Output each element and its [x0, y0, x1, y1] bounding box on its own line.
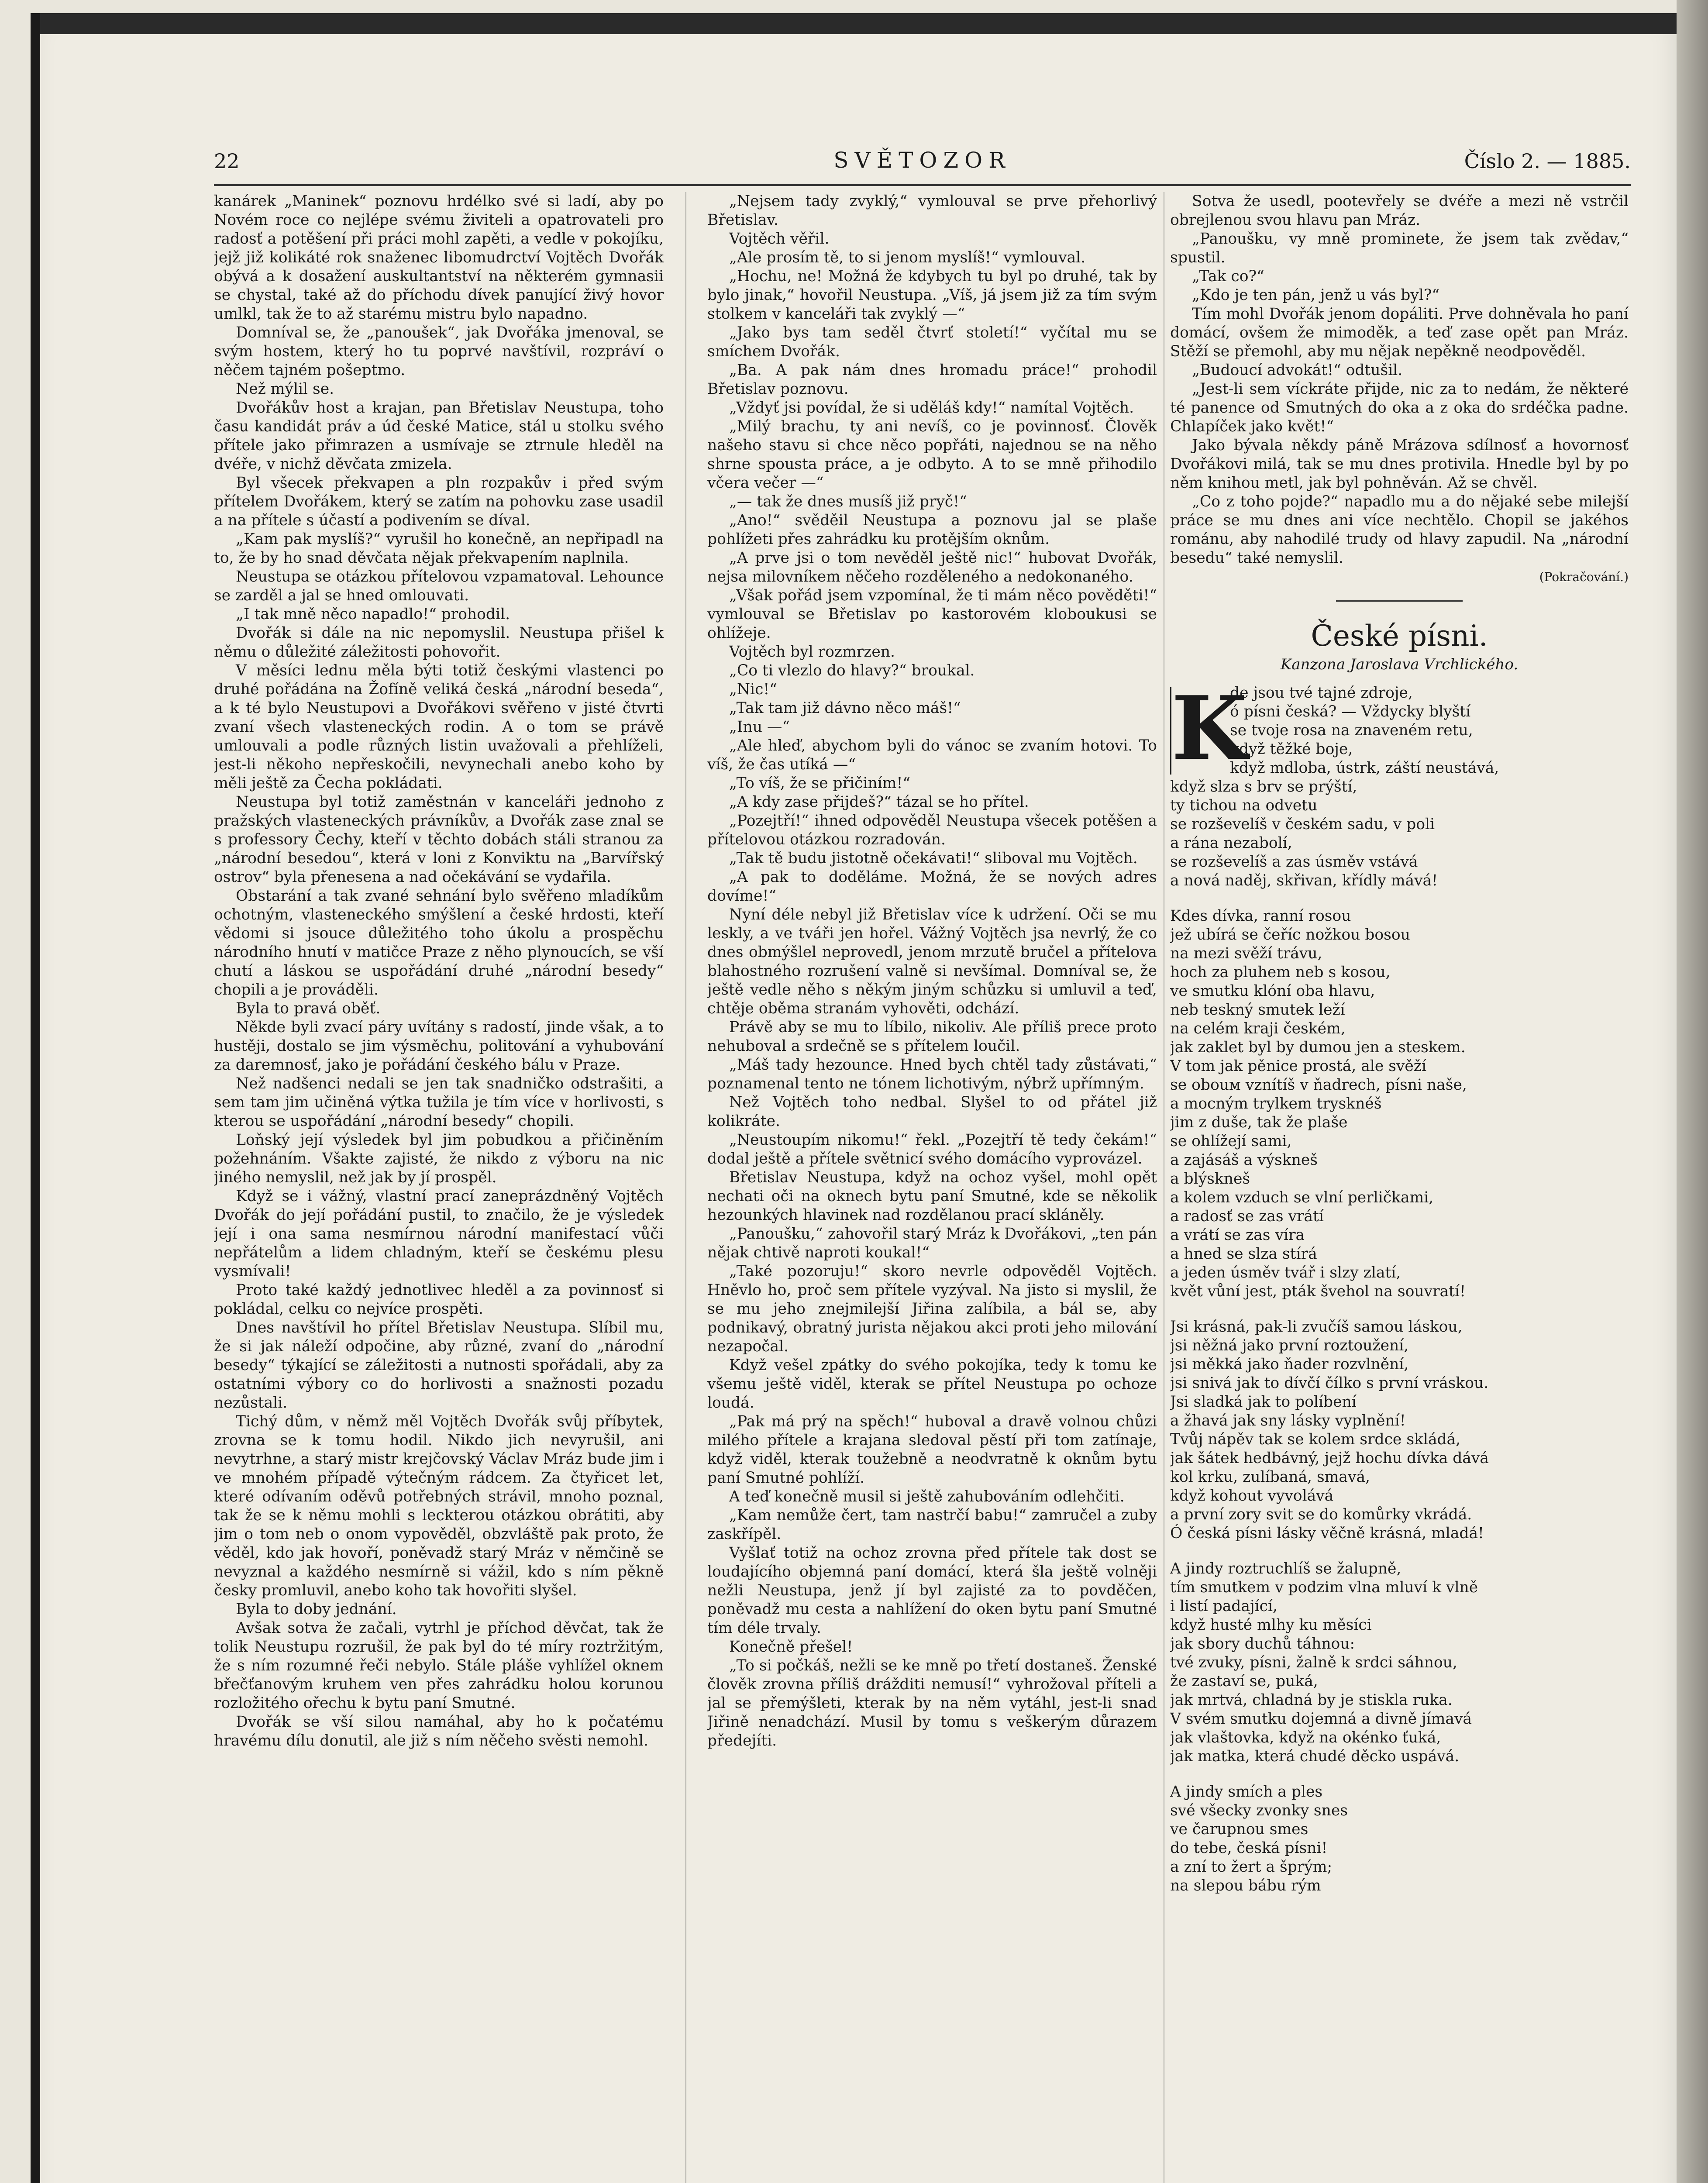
- page-header: [214, 149, 1631, 180]
- poem-line: když slza s brv se prýští,: [1170, 778, 1357, 795]
- poem-line: jsi měkká jako ňader rozvlnění,: [1170, 1356, 1409, 1373]
- poem-line: a vrátí se zas víra: [1170, 1226, 1305, 1244]
- poem-line: kol krku, zulíbaná, smavá,: [1170, 1468, 1370, 1486]
- paragraph: „To víš, že se přičiním!“: [729, 775, 910, 792]
- poem-line: V tom jak pěnice prostá, ale svěží: [1170, 1057, 1427, 1075]
- poem-line: Tvůj nápěv tak se kolem srdce skládá,: [1170, 1431, 1461, 1448]
- paragraph: „Co z toho pojde?“ napadlo mu a do nějaké sebe milejší práce se mu dnes ani více nechtělo. Chopil se jakéhos románu, aby nahodilé trudy od hlavy zapudil. Na „národní besedu“ také nemyslil.: [1170, 493, 1629, 567]
- paragraph: „Nic!“: [729, 681, 777, 698]
- poem-line: a blýskneš: [1170, 1170, 1250, 1188]
- paragraph: Tichý dům, v němž měl Vojtěch Dvořák svůj příbytek, zrovna se k tomu hodil. Nikdo jich nevyrušil, ani nevytrhne, a starý mistr krejčovský Václav Mráz bude jim i ve mnohém případě výtečným rádcem. Za čtyřicet let, které odívaním oděvů potřebných strávil, mnoho poznal, tak že se k němu mohli s leckterou otázkou obrátiti, aby jim o tom neb o onom vypověděl, obzvláště pak proto, že věděl, kdo jak hovoří, poněvadž starý Mráz v němčině se nevyznal a každého nesmírně si vážil, kdo s ním pěkně česky promluvil, anebo koho tak hovořiti slyšel.: [214, 1413, 664, 1599]
- paragraph: Vyšlať totiž na ochoz zrovna před přítele tak dost se loudajícího objemná paní domácí, která šla ještě volněji nežli Neustupa, jenž jí byl zajisté za to povděčen, poněvadž mu cesta a nahlížení do oken bytu paní Smutné tím déle trvaly.: [707, 1544, 1157, 1637]
- paragraph: „Ba. A pak nám dnes hromadu práce!“ prohodil Břetislav poznovu.: [707, 362, 1157, 398]
- paragraph: „Ano!“ svěděil Neustupa a poznovu jal se plaše pohlížeti přes zahrádku ku protějším oknům.: [707, 512, 1157, 548]
- binding-edge: [31, 13, 40, 2183]
- paragraph: „— tak že dnes musíš již pryč!“: [729, 493, 967, 510]
- poem-line: tím smutkem v podzim vlna mluví k vlně: [1170, 1579, 1478, 1596]
- poem-line: když mdloba, ústrk, záští neustává,: [1230, 759, 1499, 777]
- header-rule: [214, 184, 1631, 186]
- poem-line: jak zaklet byl by dumou jen a steskem.: [1170, 1039, 1466, 1056]
- paragraph: „Vždyť jsi povídal, že si uděláš kdy!“ namítal Vojtěch.: [729, 399, 1134, 417]
- poem-line: se rozševelíš a zas úsměv vstává: [1170, 853, 1418, 871]
- poem-line: květ vůní jest, pták švehol na souvratí!: [1170, 1283, 1466, 1300]
- poem-line: na celém kraji českém,: [1170, 1020, 1346, 1037]
- poem-line: a rána nezabolí,: [1170, 834, 1292, 852]
- paragraph: Neustupa byl totiž zaměstnán v kanceláři jednoho z pražských vlasteneckých právníkův, a Dvořák zase znal se s professory Čechy, kteří v těchto dobách stáli stranou za „národní besedou“, která v loni z Konviktu na „Barvířský ostrov“ byla přenesena a nad očekávání se vydařila.: [214, 793, 664, 886]
- poem-line: neb teskný smutek leží: [1170, 1001, 1345, 1019]
- paragraph: „Tak tam již dávno něco máš!“: [729, 699, 961, 717]
- poem-line: jak matka, která chudé děcko uspává.: [1170, 1748, 1460, 1765]
- paragraph: Než nadšenci nedali se jen tak snadničko odstrašiti, a sem tam jim učiněná výtka tužila je tím více v horlivosti, s kterou se uspořádání „národní besedy“ chopili.: [214, 1075, 664, 1130]
- poem-line: jsi snivá jak to dívčí čílko s první vráskou.: [1170, 1374, 1489, 1392]
- poem-line: ve smutku klóní oba hlavu,: [1170, 982, 1375, 1000]
- poem-line: když kohout vyvolává: [1170, 1487, 1334, 1505]
- poem-line: Ó česká písni lásky věčně krásná, mladá!: [1170, 1525, 1484, 1542]
- top-edge: [31, 13, 1677, 34]
- poem-line: když těžké boje,: [1230, 740, 1353, 758]
- paragraph: Právě aby se mu to líbilo, nikoliv. Ale příliš prece proto nehuboval a srdečně se s přítelem loučil.: [707, 1019, 1157, 1055]
- poem-line: i listí padající,: [1170, 1598, 1278, 1615]
- poem-line: a žhavá jak sny lásky vyplnění!: [1170, 1412, 1406, 1429]
- paragraph: Jako bývala někdy páně Mrázova sdílnosť a hovornosť Dvořákovi milá, tak se mu dnes protivila. Hnedle byl by po něm knihou metl, jak byl pohněván. Až se chvěl.: [1170, 437, 1629, 492]
- column-1: [214, 192, 664, 2183]
- paragraph: „Kam nemůže čert, tam nastrčí babu!“ zamručel a zuby zaskřípěl.: [707, 1507, 1157, 1543]
- paragraph: Konečně přešel!: [729, 1638, 853, 1656]
- poem-line: a kolem vzduch se vlní perličkami,: [1170, 1189, 1434, 1206]
- paragraph: „Budoucí advokát!“ odtušil.: [1192, 362, 1403, 379]
- issue-label: Číslo 2. — 1885.: [1464, 149, 1631, 173]
- paragraph: „Máš tady hezounce. Hned bych chtěl tady zůstávati,“ poznamenal tento ne tónem lichotivým, nýbrž upřímným.: [707, 1056, 1157, 1092]
- paragraph: Neustupa se otázkou přítelovou vzpamatoval. Lehounce se zarděl a jal se hned omlouvati.: [214, 568, 664, 604]
- poem-line: ó písni česká? — Vždycky blyští: [1230, 703, 1471, 720]
- poem-line: jak mrtvá, chladná by je stiskla ruka.: [1170, 1691, 1453, 1709]
- page-number: 22: [214, 149, 240, 173]
- paragraph: V měsíci lednu měla býti totiž českými vlastenci po druhé pořádána na Žofíně veliká česká „národní beseda“, a k té bylo Neustupovi a Dvořákovi svěřeno v jisté čtvrti zvaní všech vlasteneckých rodin. A o tom se právě umlouvali a podle různých listin uvažovali a přehlíželi, jest-li někoho nepřeskočili, nevynechali anebo koho by měli ještě za Čecha pokládati.: [214, 662, 664, 792]
- drop-cap: K: [1170, 687, 1224, 775]
- poem-title: České písni.: [1311, 619, 1488, 653]
- poem-subtitle: Kanzona Jaroslava Vrchlického.: [1280, 656, 1519, 673]
- section-divider: [1170, 594, 1629, 607]
- paragraph: „Pak má prý na spěch!“ huboval a dravě volnou chůzi milého přítele a krajana sledoval pěstí při tom zatínaje, když viděl, kterak toužebně a neodvratně k oknům bytu paní Smutné pohlíží.: [707, 1413, 1157, 1487]
- poem-line: své všecky zvonky snes: [1170, 1802, 1348, 1819]
- poem-line: jim z duše, tak že plaše: [1170, 1114, 1348, 1131]
- paragraph: Obstarání a tak zvané sehnání bylo svěřeno mladíkům ochotným, vlasteneckého smýšlení a české hrdosti, kteří vědomi si jsouce důležitého toho úkolu a prospěchu národního hnutí v matičce Praze z něho plynoucích, se vší chutí a láskou se uspořádání druhé „národní besedy“ chopili a je prováděli.: [214, 887, 664, 999]
- poem-line: jak šátek hedbávný, jejž hochu dívka dává: [1170, 1450, 1489, 1467]
- paragraph: „I tak mně něco napadlo!“ prohodil.: [236, 606, 510, 623]
- poem-line: a jeden úsměv tvář i slzy zlatí,: [1170, 1264, 1401, 1281]
- poem-stanza: [1170, 907, 1629, 1301]
- paragraph: Dnes navštívil ho přítel Břetislav Neustupa. Slíbil mu, že si jak náleží odpočine, aby různé, zvaní do „národní besedy“ týkající se záležitosti a nutnosti spořádali, aby za ostatními výbory co do horlivosti a snažnosti pozadu nezůstali.: [214, 1319, 664, 1412]
- poem-line: ve čarupnou smes: [1170, 1821, 1309, 1838]
- paragraph: „Jest-li sem víckráte přijde, nic za to nedám, že některé té panence od Smutných do oka a z oka do srdéčka padne. Chlapíček jako květ!“: [1170, 380, 1629, 435]
- paragraph: „Kdo je ten pán, jenž u vás byl?“: [1192, 286, 1439, 304]
- paragraph: „Milý brachu, ty ani nevíš, co je povinnosť. Člověk našeho stavu si chce něco popřáti, najednou se na něho shrne spousta práce, a je odbyto. A to se mně přihodilo včera večer —“: [707, 418, 1157, 492]
- paragraph: Loňský její výsledek byl jim pobudkou a přičiněním požehnáním. Všakte zajisté, že nikdo z výboru na nic jiného nemyslil, než jak by jí prospěl.: [214, 1131, 664, 1186]
- paragraph: Vojtěch věřil.: [729, 230, 830, 248]
- paragraph: Než mýlil se.: [236, 380, 334, 398]
- poem-line: se obouм vznítíš v ňadrech, písni naše,: [1170, 1076, 1467, 1094]
- poem-line: se rozševelíš v českém sadu, v poli: [1170, 816, 1435, 833]
- paragraph: Když se i vážný, vlastní prací zaneprázdněný Vojtěch Dvořák do její pořádání pustil, to značilo, že je výsledek její i ona sama nesmírnou národní manifestací vůči nepřátelům a lidem chladným, kteří se českému plesu vysmívali!: [214, 1188, 664, 1280]
- poem-line: že zastaví se, puká,: [1170, 1673, 1318, 1690]
- paragraph: Byla to pravá oběť.: [236, 1000, 381, 1017]
- paragraph: „Inu —“: [729, 718, 790, 736]
- poem-line: a první zory svit se do komůrky vkrádá.: [1170, 1506, 1472, 1523]
- poem-line: jež ubírá se čeříc nožkou bosou: [1170, 926, 1410, 943]
- paragraph: Sotva že usedl, pootevřely se dvéře a mezi ně vstrčil obrejlenou svou hlavu pan Mráz.: [1170, 193, 1629, 229]
- paragraph: „A kdy zase přijdeš?“ tázal se ho přítel.: [729, 793, 1029, 811]
- paragraph: „Hochu, ne! Možná že kdybych tu byl po druhé, tak by bylo jinak,“ hovořil Neustupa. „Víš, já jsem již za tím svým stolkem v kanceláři tak zvyklý —“: [707, 268, 1157, 323]
- poem-line: na slepou bábu rým: [1170, 1877, 1321, 1894]
- poem-line: de jsou tvé tajné zdroje,: [1230, 684, 1413, 702]
- paragraph: A teď konečně musil si ještě zahubováním odlehčiti.: [729, 1488, 1125, 1505]
- poem-line: do tebe, česká písni!: [1170, 1839, 1328, 1857]
- paragraph: „Ale prosím tě, to si jenom myslíš!“ vymlouval.: [729, 249, 1086, 266]
- paragraph: „Pozejtří!“ ihned odpověděl Neustupa všecek potěšen a přítelovou otázkou rozradován.: [707, 812, 1157, 848]
- poem: [1170, 677, 1629, 1895]
- poem-line: a hned se slza stírá: [1170, 1245, 1317, 1263]
- paragraph: „Panoušku,“ zahovořil starý Mráz k Dvořákovi, „ten pán nějak chtivě naproti koukal!“: [707, 1225, 1157, 1261]
- poem-stanza: [1170, 677, 1629, 890]
- paragraph: Proto také každý jednotlivec hleděl a za povinnosť si pokládal, celku co nejvíce prospěti.: [214, 1281, 664, 1318]
- poem-line: A jindy smích a ples: [1170, 1783, 1323, 1801]
- poem-line: a nová naděj, skřivan, křídly mává!: [1170, 872, 1438, 889]
- column-separator: [685, 192, 686, 2183]
- paragraph: Dvořák se vší silou namáhal, aby ho k počatému hravému dílu donutil, ale již s ním něčeho svěsti nemohl.: [214, 1713, 664, 1749]
- paragraph: Když vešel zpátky do svého pokojíka, tedy k tomu ke všemu ještě viděl, kterak se přítel Neustupa po ochoze loudá.: [707, 1357, 1157, 1412]
- poem-line: Jsi krásná, pak-li zvučíš samou láskou,: [1170, 1318, 1463, 1336]
- poem-stanza: [1170, 1783, 1629, 1895]
- poem-line: hoch za pluhem neb s kosou,: [1170, 964, 1391, 981]
- paragraph: „A prve jsi o tom nevěděl ještě nic!“ hubovat Dvořák, nejsa milovníkem něčeho rozděleného a nedokonaného.: [707, 549, 1157, 585]
- paragraph: „A pak to doděláme. Možná, že se nových adres dovíme!“: [707, 868, 1157, 905]
- paragraph: „Tak tě budu jistotně očekávati!“ sliboval mu Vojtěch.: [729, 850, 1138, 867]
- poem-line: Jsi sladká jak to políbení: [1170, 1393, 1357, 1411]
- poem-line: ty tichou na odvetu: [1170, 797, 1318, 814]
- paragraph: Břetislav Neustupa, když na ochoz vyšel, mohl opět nechati oči na oknech bytu paní Smutné, kde se několik hezounkých hlavinek nad rozdělanou prací skláněly.: [707, 1169, 1157, 1224]
- poem-line: jsi něžná jako první roztoužení,: [1170, 1337, 1409, 1354]
- column-3: [1170, 192, 1629, 2183]
- poem-line: na mezi svěží trávu,: [1170, 945, 1322, 962]
- poem-line: a zní to žert a šprým;: [1170, 1858, 1333, 1876]
- paragraph: „Nejsem tady zvyklý,“ vymlouval se prve přehorlivý Břetislav.: [707, 193, 1157, 229]
- scan-edge: [1677, 0, 1708, 2183]
- poem-line: A jindy roztruchlíš se žalupně,: [1170, 1560, 1402, 1577]
- continuation-note: (Pokračování.): [1539, 570, 1629, 584]
- poem-line: tvé zvuky, písni, žalně k srdci sáhnou,: [1170, 1654, 1457, 1671]
- paragraph: Než Vojtěch toho nedbal. Slyšel to od přátel již kolikráte.: [707, 1094, 1157, 1130]
- paragraph: „Však pořád jsem vzpomínal, že ti mám něco pověděti!“ vymlouval se Břetislav po kastorovém kloboukusi se ohlížeje.: [707, 587, 1157, 642]
- paragraph: Dvořák si dále na nic nepomyslil. Neustupa přišel k němu o důležité záležitosti pohovořit.: [214, 624, 664, 661]
- journal-title: SVĚTOZOR: [833, 148, 1011, 173]
- paragraph: Vojtěch byl rozmrzen.: [729, 643, 895, 661]
- paragraph: kanárek „Maninek“ poznovu hrdélko své si ladí, aby po Novém roce co nejlépe svému živiteli a opatrovateli pro radosť a potěšení při práci mohl zapěti, a vedle v pokojíku, jejž již kolikáté rok snaženec libomudrctví Vojtěch Dvořák obývá a k dosažení auskultantství na některém gymnasii se chystal, také až do příchodu dívek panující živý hovor umlkl, tak že to až starému mistru bylo napadno.: [214, 193, 664, 323]
- paragraph: Nyní déle nebyl již Břetislav více k udržení. Oči se mu leskly, a ve tváři jen hořel. Vážný Vojtěch jsa nevrlý, že co dnes obmýšlel neprovedl, jenom mrzutě bručel a přítelova blahostného rozrušení valně si nevšímal. Domníval se, že ještě vedle něho s někým jiným schůzku si umluvil a teď, chtěje oběma stranám vyhověti, odchází.: [707, 906, 1157, 1017]
- poem-line: Kdes dívka, ranní rosou: [1170, 907, 1351, 925]
- paragraph: „Také pozoruju!“ skoro nevrle odpověděl Vojtěch. Hněvlo ho, proč sem přítele vyzýval. Na jisto si myslil, že se mu jeho znejmilejší Jiřina zalíbila, a bál se, aby podnikavý, obratný jurista nějakou akci proti jeho milování nezapočal.: [707, 1263, 1157, 1355]
- poem-stanza: [1170, 1560, 1629, 1766]
- poem-line: a mocným trylkem trysknéš: [1170, 1095, 1382, 1112]
- paragraph: „To si počkáš, nežli se ke mně po třetí dostaneš. Ženské člověk zrovna příliš drážditi nemusí!“ vyhrožoval příteli a jal se přemýšleti, kterak by na něm vytáhl, jest-li snad Jiřině nenadchází. Musil by tomu s veškerým důrazem předejíti.: [707, 1657, 1157, 1749]
- paragraph: „Kam pak myslíš?“ vyrušil ho konečně, an nepřipadl na to, že by ho snad děvčata nějak překvapením naplnila.: [214, 530, 664, 567]
- paragraph: Avšak sotva že začali, vytrhl je příchod děvčat, tak že tolik Neustupu rozrušil, že pak byl do té míry roztržitým, že s ním rozumné řeči nebylo. Stále pláše vyhlížel oknem břečťanovým kruhem ven přes zahrádku holou korunou rozložitého ořechu k bytu paní Smutné.: [214, 1619, 664, 1712]
- paragraph: „Ale hleď, abychom byli do vánoc se zvaním hotovi. To víš, že čas utíká —“: [707, 737, 1157, 773]
- paragraph: „Panoušku, vy mně prominete, že jsem tak zvědav,“ spustil.: [1170, 230, 1629, 266]
- paragraph: „Co ti vlezlo do hlavy?“ broukal.: [729, 662, 975, 679]
- poem-line: jak sbory duchů táhnou:: [1170, 1635, 1355, 1653]
- paragraph: „Tak co?“: [1192, 268, 1264, 285]
- paragraph: Domníval se, že „panoušek“, jak Dvořáka jmenoval, se svým hostem, který ho tu poprvé navštívil, rozpráví o něčem tajném pošeptmo.: [214, 324, 664, 379]
- paragraph: „Neustoupím nikomu!“ řekl. „Pozejtří tě tedy čekám!“ dodal ještě a přítele světnicí svého domácího vyprovázel.: [707, 1131, 1157, 1167]
- paragraph: Dvořákův host a krajan, pan Břetislav Neustupa, toho času kandidát práv a úd české Matice, stál u stolku svého přítele jako přimrazen a usmívaje se ztrnule hleděl na dvéře, v nichž děvčata zmizela.: [214, 399, 664, 473]
- poem-line: se tvoje rosa na znaveném retu,: [1230, 722, 1473, 739]
- paragraph: Tím mohl Dvořák jenom dopáliti. Prve dohněvala ho paní domácí, ovšem že mimoděk, a teď zase opět pan Mráz. Stěží se přemohl, aby mu nějak nepěkně neodpověděl.: [1170, 305, 1629, 360]
- paragraph: Někde byli zvací páry uvítány s radostí, jinde však, a to hustěji, dostalo se jim výsměchu, politování a vyhubování za daremnosť, jako je pořádání českého bálu v Praze.: [214, 1019, 664, 1074]
- poem-line: V svém smutku dojemná a divně jímavá: [1170, 1710, 1472, 1728]
- poem-line: jak vlaštovka, když na okénko ťuká,: [1170, 1729, 1441, 1746]
- paragraph: „Jako bys tam seděl čtvrť století!“ vyčítal mu se smíchem Dvořák.: [707, 324, 1157, 360]
- column-2: [707, 192, 1157, 2183]
- poem-line: se ohlížejí sami,: [1170, 1133, 1292, 1150]
- poem-line: když husté mlhy ku měsíci: [1170, 1616, 1372, 1634]
- paragraph: Byla to doby jednání.: [236, 1601, 397, 1618]
- poem-stanza: [1170, 1318, 1629, 1543]
- poem-line: a zajásáš a výskneš: [1170, 1151, 1318, 1169]
- paragraph: Byl všecek překvapen a pln rozpakův i před svým přítelem Dvořákem, který se zatím na pohovku zase usadil a na přítele s účastí a podivením se díval.: [214, 474, 664, 529]
- poem-line: a radosť se zas vrátí: [1170, 1208, 1324, 1225]
